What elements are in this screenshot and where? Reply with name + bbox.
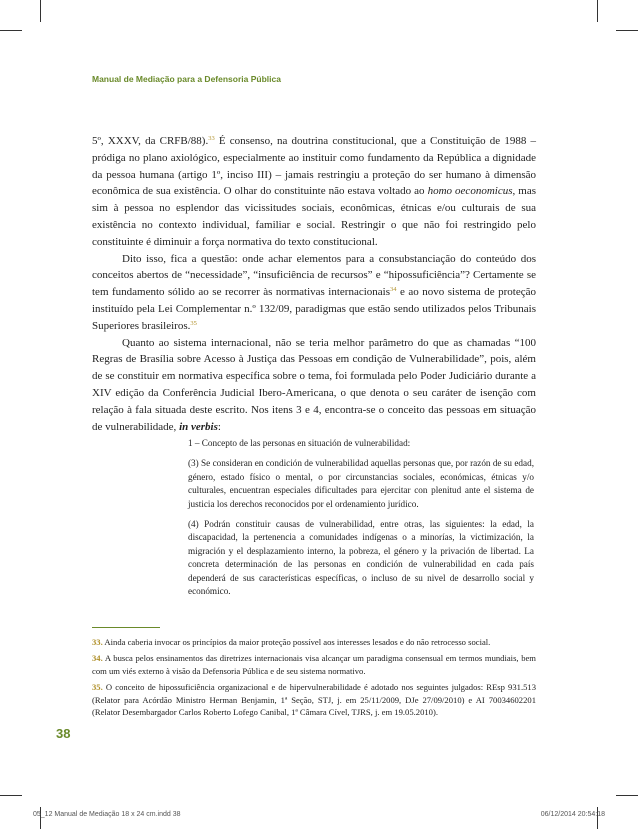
crop-mark — [0, 30, 22, 31]
footnote-ref-34: 34 — [390, 286, 397, 294]
crop-mark — [0, 795, 22, 796]
page-number: 38 — [56, 726, 71, 741]
crop-mark — [597, 0, 598, 22]
footnotes — [92, 636, 536, 722]
block-quote — [188, 437, 534, 605]
footnote-34: 34. A busca pelos ensinamentos das diretrizes internacionais visa alcançar um paradigma consensual em termos mundiais, bem com um viés externo à visão da Defensoria Pública e de seu sistema normativo. — [92, 653, 536, 676]
crop-mark — [616, 795, 638, 796]
quote-heading: 1 – Concepto de las personas en situación de vulnerabilidad: — [188, 438, 411, 448]
footnote-divider — [92, 627, 160, 628]
footnote-ref-35: 35 — [190, 319, 197, 327]
paragraph-1: 5º, XXXV, da CRFB/88).$^{33}$ É consenso, na doutrina constitucional, que a Constituição de 1988 – pródiga no plano axiológico, especialmente ao instituir como fundamento da República a dignidade da pessoa humana (artigo 1º, inciso III) – jamais restringiu a proteção do ser humano à dimensão econômica de sua existência. O olhar do constituinte não estava voltado ao homo oeconomicus, mas sim à pessoa no esplendor das vicissitudes sociais, econômicas, étnicas e/ou culturais de sua existência no contexto individual, familiar e social. Restringir o que não foi restringido pelo constituinte é diminuir a força normativa do texto constitucional. — [92, 135, 536, 248]
crop-mark — [616, 30, 638, 31]
running-header: Manual de Mediação para a Defensoria Pública — [92, 74, 281, 84]
quote-item-3: (3) Se consideran en condición de vulnerabilidad aquellas personas que, por razón de su edad, género, estado físico o mental, o por circunstancias sociales, económicas, étnicas y/o culturales, encuentran especiales dificultades para ejercitar con plenitud ante el sistema de justicia los derechos reconocidos por el ordenamiento jurídico. — [188, 458, 534, 509]
footnote-35: 35. O conceito de hipossuficiência organizacional e de hipervulnerabilidade é adotado nos seguintes julgados: REsp 931.513 (Relator para Acórdão Ministro Herman Benjamin, 1ª Seção, STJ, j. em 25/11/2009, DJe 27/09/2010) e AI 70034602201 (Relator Desembargador Carlos Roberto Lofego Canibal, 1ª Câmara Cível, TJRS, j. em 19.05.2010). — [92, 682, 536, 718]
crop-mark — [40, 0, 41, 22]
body-text — [92, 133, 536, 435]
footnote-ref-33: 33 — [208, 135, 215, 142]
print-slug-date: 06/12/2014 20:54:18 — [540, 811, 605, 818]
paragraph-3: Quanto ao sistema internacional, não se teria melhor parâmetro do que as chamadas “100 Regras de Brasília sobre Acesso à Justiça das Pessoas em condição de Vulnerabilidade”, pois, além de se constituir em normativa específica sobre o tema, foi formulada pelo Poder Judiciário durante a XIV edição da Conferência Judicial Ibero-Americana, o que denota o seu caráter de isenção com relação à fala situada deste escrito. Nos itens 3 e 4, encontra-se o conceito das pessoas em situação de vulnerabilidade, in verbis: — [92, 336, 536, 433]
paragraph-2: Dito isso, fica a questão: onde achar elementos para a consubstanciação do conteúdo dos conceitos abertos de “necessidade”, “insuficiência de recursos” e “hipossuficiência”? Certamente se tem fundamento sólido ao se recorrer às normativas internacionais$^{34}$ e ao novo sistema de proteção instituído pela Lei Complementar n.º 132/09, paradigmas que estão sendo utilizados pelos Tribunais Superiores brasileiros.$^{35}$ — [92, 252, 536, 332]
print-slug-file: 05_12 Manual de Mediação 18 x 24 cm.indd 38 — [33, 811, 181, 818]
footnote-33: 33. Ainda caberia invocar os princípios da maior proteção possível aos interesses lesados e do não retrocesso social. — [92, 637, 491, 647]
quote-item-4: (4) Podrán constituir causas de vulnerabilidad, entre otras, las siguientes: la edad, la discapacidad, la pertenencia a comunidades indígenas o a minorías, la victimización, la migración y el desplazamiento interno, la pobreza, el género y la privación de libertad. La concreta determinación de las personas en condición de vulnerabilidad en cada país dependerá de sus características específicas, o incluso de su nivel de desarrollo social y económico. — [188, 519, 534, 597]
